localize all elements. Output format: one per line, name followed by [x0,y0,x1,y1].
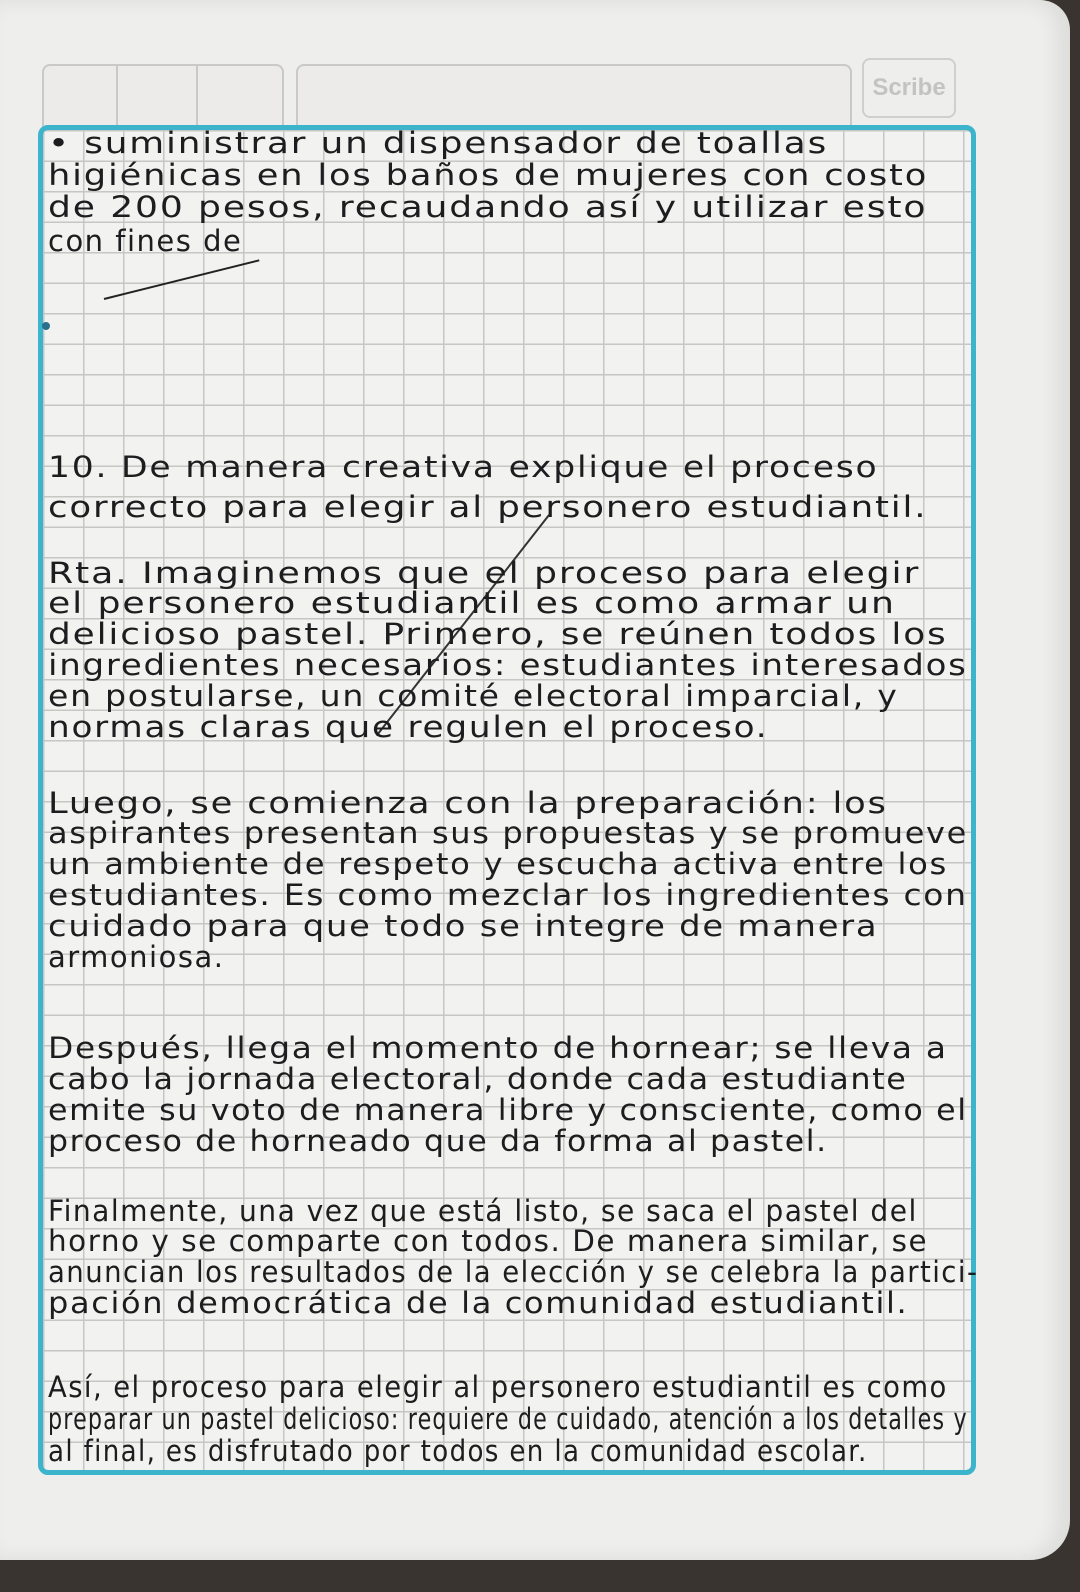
answer-line: Finalmente, una vez que está listo, se saca el pastel del [48,1194,918,1228]
answer-line: al final, es disfrutado por todos en la comunidad escolar. [48,1434,868,1468]
answer-line: normas claras que regulen el proceso. [48,710,769,744]
answer-line: emite su voto de manera libre y consciente, como el [48,1093,968,1127]
answer-line: proceso de horneado que da forma al pastel. [48,1124,828,1158]
intro-line: de 200 pesos, recaudando así y utilizar esto [48,190,928,224]
answer-line: estudiantes. Es como mezclar los ingredientes con [48,878,968,912]
answer-line: armoniosa. [48,940,225,974]
intro-line: higiénicas en los baños de mujeres con costo [48,158,929,192]
title-box [296,64,852,134]
answer-line: Rta. Imaginemos que el proceso para elegir [48,556,921,590]
answer-line: un ambiente de respeto y escucha activa entre los [48,847,949,881]
answer-line: cabo la jornada electoral, donde cada estudiante [48,1062,908,1096]
answer-line: anuncian los resultados de la elección y se celebra la partici- [48,1255,979,1289]
answer-line: en postularse, un comité electoral imparcial, y [48,679,899,713]
answer-line: horno y se comparte con todos. De manera similar, se [48,1224,929,1258]
answer-line: el personero estudiantil es como armar un [48,586,896,620]
answer-line: aspirantes presentan sus propuestas y se promueve [48,816,968,850]
answer-line: preparar un pastel delicioso: requiere de cuidado, atención a los detalles y [48,1402,968,1436]
answer-line: Luego, se comienza con la preparación: los [48,786,888,820]
answer-line: delicioso pastel. Primero, se reúnen todos los [48,617,948,651]
intro-line: con fines de [48,224,243,258]
question-line: correcto para elegir al personero estudiantil. [48,490,928,524]
answer-line: Así, el proceso para elegir al personero estudiantil es como [48,1370,948,1404]
bullet-dot [42,322,50,330]
intro-line: • suministrar un dispensador de toallas [48,126,829,160]
question-line: 10. De manera creativa explique el proceso [48,450,879,484]
answer-line: pación democrática de la comunidad estudiantil. [48,1286,909,1320]
answer-line: Después, llega el momento de hornear; se lleva a [48,1031,948,1065]
scribe-logo: Scribe [862,58,956,118]
date-boxes [42,64,284,134]
answer-line: cuidado para que todo se integre de manera [48,909,879,943]
answer-line: ingredientes necesarios: estudiantes interesados [48,648,968,682]
